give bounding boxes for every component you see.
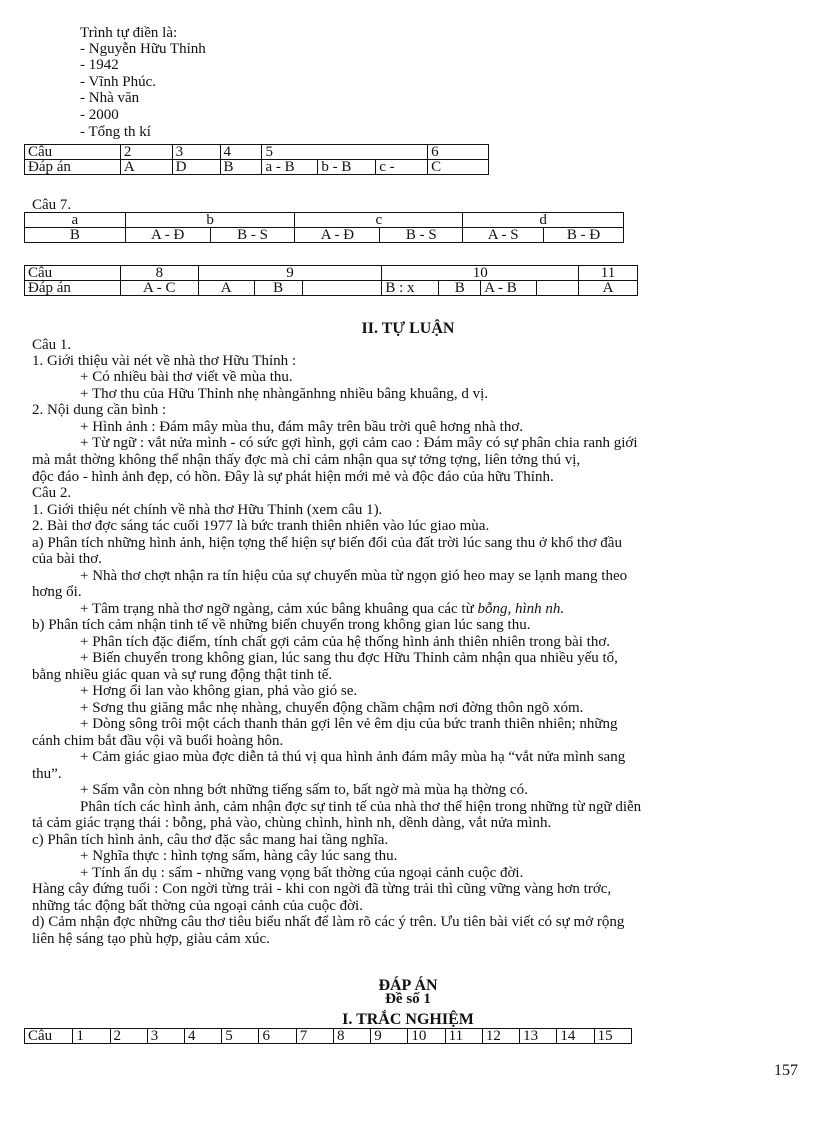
table-cell	[302, 281, 382, 296]
table-cell: Câu	[25, 145, 121, 160]
table-cell: d	[463, 213, 624, 228]
body-line: a) Phân tích những hình ảnh, hiện tợng thể hiện sự biến đổi của đất trời lúc sang thu ở khổ thơ đầu	[32, 535, 622, 551]
page-number: 157	[774, 1062, 798, 1079]
table-cell: A - Đ	[125, 228, 210, 243]
table-cell: 4	[185, 1029, 222, 1044]
table-cell: c	[295, 213, 463, 228]
body-line: + Nhà thơ chợt nhận ra tín hiệu của sự chuyển mùa từ ngọn gió heo may se lạnh mang theo	[80, 568, 628, 584]
body-line: độc đáo - hình ảnh đẹp, có hồn. Đây là sự phát hiện mới mẻ và độc đáo của hữu Thỉnh.	[32, 469, 554, 485]
table-cell: 2	[110, 1029, 147, 1044]
italic-text: bỗng, hình nh.	[477, 601, 565, 617]
answer-key-subtitle: Đề số 1	[385, 991, 431, 1007]
table-row	[25, 1029, 632, 1044]
body-line: của bài thơ.	[32, 551, 102, 567]
answer-key-title: ĐÁP ÁN	[378, 977, 438, 994]
body-line: 2. Bài thơ đợc sáng tác cuối 1977 là bức tranh thiên nhiên vào lúc giao mùa.	[32, 518, 490, 534]
body-line: Hàng cây đứng tuổi : Con ngời từng trải - khi con ngời đã từng trải thì cũng vững vàng hơn trớc,	[32, 881, 612, 897]
body-line: + Thơ thu của Hữu Thỉnh nhẹ nhàngănhng nhiều bâng khuâng, d vị.	[80, 386, 489, 402]
body-line: Câu 2.	[32, 485, 72, 501]
body-line: + Phân tích đặc điểm, tính chất gợi cảm của hệ thống hình ảnh thiên nhiên trong bài thơ.	[80, 634, 611, 650]
table-cell: 1	[73, 1029, 110, 1044]
body-line	[80, 602, 564, 617]
table-cell: b - B	[318, 160, 376, 175]
body-line: cánh chim bắt đầu vội vã buổi hoàng hôn.	[32, 733, 284, 749]
table-cell: 13	[520, 1029, 557, 1044]
table-cell: 6	[428, 145, 489, 160]
table-cell: b	[125, 213, 295, 228]
table-cell: Đáp án	[25, 281, 121, 296]
table-cell: 9	[198, 266, 382, 281]
table-cell: Đáp án	[25, 160, 121, 175]
body-line: thu”.	[32, 766, 62, 782]
intro-item: - Nhà văn	[80, 90, 140, 106]
table-cell	[537, 281, 579, 296]
body-text: + Tâm trạng nhà thơ ngỡ ngàng, cảm xúc bâng khuâng qua các từ	[80, 601, 478, 617]
table-cell: 6	[259, 1029, 296, 1044]
question-label: Câu 7.	[32, 197, 72, 213]
body-line: bằng nhiều giác quan và sự rung động thật tinh tế.	[32, 667, 333, 683]
body-line: 2. Nội dung cần bình :	[32, 402, 167, 418]
table-cell: a - B	[262, 160, 318, 175]
body-line: + Từ ngữ : vắt nửa mình - có sức gợi hình, gợi cảm cao : Đám mây có sự phân chia ranh giới	[80, 435, 638, 451]
answer-table-3	[24, 265, 638, 296]
table-row	[25, 281, 638, 296]
intro-item: - Vĩnh Phúc.	[80, 74, 156, 90]
table-cell: B : x	[382, 281, 439, 296]
body-line: hơng ổi.	[32, 584, 82, 600]
table-cell: 14	[557, 1029, 594, 1044]
table-cell: a	[25, 213, 126, 228]
table-cell: 8	[120, 266, 198, 281]
body-line: Phân tích các hình ảnh, cảm nhận đợc sự tinh tế của nhà thơ thể hiện trong những từ ngữ diễn	[80, 799, 642, 815]
body-line: + Sơng thu giăng mắc nhẹ nhàng, chuyển động chầm chậm nơi đờng thôn ngõ xóm.	[80, 700, 584, 716]
body-line: d) Cảm nhận đợc những câu thơ tiêu biểu nhất để làm rõ các ý trên. Ưu tiên bài viết có sự mở rộng	[32, 914, 625, 930]
intro-item: - 1942	[80, 57, 119, 73]
body-line: + Sấm vẫn còn nhng bớt những tiếng sấm to, bất ngờ mà mùa hạ thờng có.	[80, 782, 528, 798]
body-line: + Có nhiều bài thơ viết về mùa thu.	[80, 369, 293, 385]
body-line: + Nghĩa thực : hình tợng sấm, hàng cây lúc sang thu.	[80, 848, 398, 864]
table-cell: C	[428, 160, 489, 175]
table-cell: 3	[172, 145, 220, 160]
intro-line: Trình tự điền là:	[80, 25, 178, 41]
table-cell: 5	[222, 1029, 259, 1044]
body-line: b) Phân tích cảm nhận tinh tế về những biến chuyển trong không gian lúc sang thu.	[32, 617, 531, 633]
answer-table-2	[24, 212, 624, 243]
table-row	[25, 145, 489, 160]
table-cell: A - C	[120, 281, 198, 296]
table-cell: A - S	[463, 228, 544, 243]
table-cell: A	[198, 281, 254, 296]
table-cell: A - Đ	[295, 228, 380, 243]
answer-table-4	[24, 1028, 632, 1044]
intro-item: - 2000	[80, 107, 119, 123]
body-line: + Dòng sông trôi một cách thanh thản gợi lên vẻ êm dịu của bức tranh thiên nhiên; những	[80, 716, 618, 732]
table-cell: 11	[445, 1029, 482, 1044]
table-row	[25, 266, 638, 281]
table-cell: A	[579, 281, 638, 296]
table-cell: 8	[333, 1029, 370, 1044]
table-cell: 9	[371, 1029, 408, 1044]
body-line: tả cảm giác trạng thái : bỗng, phả vào, chùng chình, hình nh, dềnh dàng, vắt nửa mình.	[32, 815, 552, 831]
body-line: + Cảm giác giao mùa đợc diễn tả thú vị qua hình ảnh đám mây mùa hạ “vắt nửa mình sang	[80, 749, 626, 765]
table-cell: D	[172, 160, 220, 175]
table-cell: Câu	[25, 266, 121, 281]
table-cell: c -	[376, 160, 428, 175]
table-cell: 7	[296, 1029, 333, 1044]
table-cell: B	[25, 228, 126, 243]
table-cell: 15	[594, 1029, 631, 1044]
table-row	[25, 228, 624, 243]
table-row	[25, 160, 489, 175]
body-line: + Tính ẩn dụ : sấm - những vang vọng bất thờng của ngoại cảnh cuộc đời.	[80, 865, 524, 881]
table-cell: Câu	[25, 1029, 73, 1044]
table-cell: 12	[482, 1029, 519, 1044]
table-cell: B	[220, 160, 262, 175]
section-title: II. TỰ LUẬN	[361, 320, 455, 337]
answer-key-section: I. TRẮC NGHIỆM	[342, 1011, 474, 1028]
body-line: + Hơng ổi lan vào không gian, phả vào gió se.	[80, 683, 358, 699]
table-row	[25, 213, 624, 228]
table-cell: B - Đ	[544, 228, 624, 243]
table-cell: B - S	[210, 228, 295, 243]
table-cell: 10	[382, 266, 579, 281]
table-cell: A - B	[481, 281, 537, 296]
table-cell: 10	[408, 1029, 445, 1044]
table-cell: B	[439, 281, 481, 296]
body-line: Câu 1.	[32, 337, 72, 353]
table-cell: B - S	[380, 228, 463, 243]
table-cell: 11	[579, 266, 638, 281]
body-line: + Biến chuyển trong không gian, lúc sang thu đợc Hữu Thỉnh cảm nhận qua nhiều yếu tố,	[80, 650, 618, 666]
body-line: những tác động bất thờng của ngoại cảnh của cuộc đời.	[32, 898, 363, 914]
body-line: + Hình ảnh : Đám mây mùa thu, đám mây trên bầu trời quê hơng nhà thơ.	[80, 419, 523, 435]
table-cell: 3	[147, 1029, 184, 1044]
body-line: 1. Giới thiệu vài nét về nhà thơ Hữu Thỉnh :	[32, 353, 297, 369]
answer-table-1	[24, 144, 489, 175]
intro-item: - Tổng th kí	[80, 124, 151, 140]
body-line: mà mắt thờng không thể nhận thấy đợc mà chỉ cảm nhận qua sự tởng tợng, liên tởng thú vị,	[32, 452, 581, 468]
body-line: 1. Giới thiệu nét chính về nhà thơ Hữu Thỉnh (xem câu 1).	[32, 502, 383, 518]
body-line: liên hệ sáng tạo phù hợp, giàu cảm xúc.	[32, 931, 270, 947]
table-cell: A	[120, 160, 172, 175]
body-line: c) Phân tích hình ảnh, câu thơ đặc sắc mang hai tầng nghĩa.	[32, 832, 389, 848]
intro-item: - Nguyễn Hữu Thỉnh	[80, 41, 206, 57]
table-cell: B	[254, 281, 302, 296]
table-cell: 5	[262, 145, 428, 160]
table-cell: 4	[220, 145, 262, 160]
table-cell: 2	[120, 145, 172, 160]
